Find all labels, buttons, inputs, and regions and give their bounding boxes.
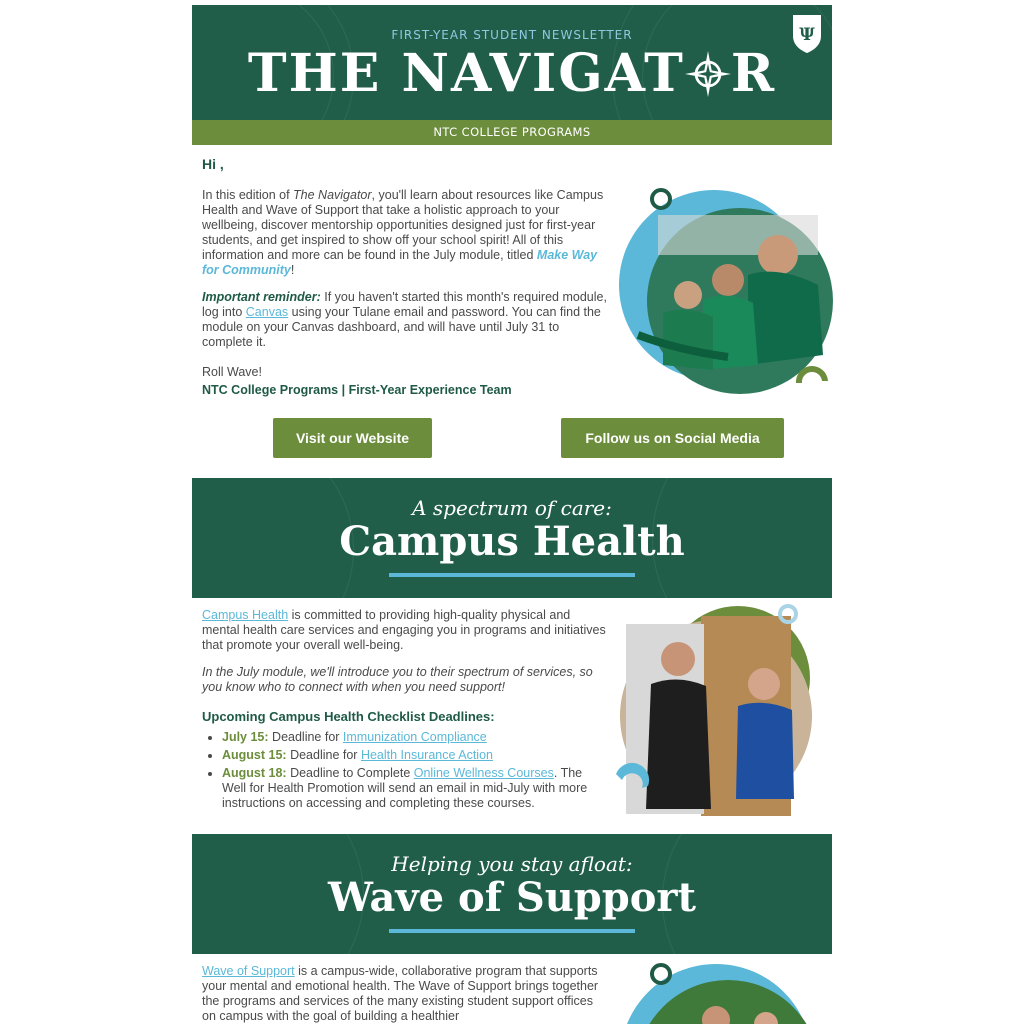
- wave-of-support-text: is a campus-wide, collaborative program that supports your mental and emotional health. The Wave of Support brings together the programs and services of the many existing student support offices on campus with the goal of building a healthier: [202, 964, 599, 1023]
- module-link[interactable]: Make Way for Community: [202, 248, 598, 277]
- signoff: Roll Wave!: [202, 365, 262, 379]
- masthead-title: [192, 43, 832, 104]
- reminder-paragraph: [202, 290, 607, 350]
- campus-health-section: [192, 598, 832, 834]
- newsletter-kicker: FIRST-YEAR STUDENT NEWSLETTER: [391, 28, 633, 42]
- wave-of-support-banner: [192, 834, 832, 954]
- deadline-note: . The Well for Health Promotion will send an email in mid-July with more instructions on accessing and completing these courses.: [222, 766, 588, 810]
- wave-of-support-paragraph: [202, 964, 607, 1024]
- masthead-banner: [192, 5, 832, 120]
- title-underline: [389, 929, 635, 933]
- health-consultation-photo: [616, 604, 832, 820]
- deadline-text: Deadline for: [268, 730, 343, 744]
- wave-of-support-kicker: Helping you stay afloat:: [391, 852, 633, 876]
- campus-health-link[interactable]: Campus Health: [202, 608, 289, 622]
- campus-health-kicker: A spectrum of care:: [412, 496, 612, 520]
- follow-social-media-button[interactable]: Follow us on Social Media: [561, 418, 784, 458]
- wave-of-support-photo: [616, 960, 832, 1024]
- campus-health-banner: [192, 478, 832, 598]
- intro-section: [192, 145, 832, 478]
- campus-health-paragraph: [202, 608, 607, 653]
- program-bar: NTC COLLEGE PROGRAMS: [192, 120, 832, 145]
- campus-health-text: is committed to providing high-quality physical and mental health care services and engaging you in programs and initiatives that promote your overall well-being.: [202, 608, 606, 652]
- masthead-title-left: THE NAVIGAT: [247, 43, 685, 104]
- deadline-item: [222, 748, 607, 763]
- deadlines-heading: Upcoming Campus Health Checklist Deadlines:: [202, 709, 495, 724]
- wave-of-support-link[interactable]: Wave of Support: [202, 964, 295, 978]
- deadline-text: Deadline for: [286, 748, 361, 762]
- online-wellness-courses-link[interactable]: Online Wellness Courses: [413, 766, 554, 780]
- wave-of-support-section: [192, 954, 832, 1024]
- svg-text:Ψ: Ψ: [799, 25, 815, 45]
- campus-health-title: Campus Health: [339, 518, 685, 565]
- intro-text-end: !: [290, 263, 295, 277]
- deadline-item: [222, 766, 607, 811]
- campus-health-intro-italic: In the July module, we'll introduce you to their spectrum of services, so you know who to connect with when you need support!: [202, 665, 593, 694]
- newsletter-name: The Navigator: [293, 188, 372, 202]
- deadlines-block: [202, 709, 607, 814]
- canvas-link[interactable]: Canvas: [245, 305, 289, 319]
- compass-icon: [685, 51, 731, 97]
- health-insurance-action-link[interactable]: Health Insurance Action: [360, 748, 493, 762]
- tulane-shield-icon: [792, 14, 822, 54]
- masthead-title-right: R: [730, 43, 777, 104]
- newsletter: [192, 5, 832, 1024]
- intro-text-a: In this edition of: [202, 188, 294, 202]
- deadline-item: [222, 730, 607, 745]
- deadline-date: August 15:: [222, 748, 287, 762]
- wave-of-support-title: Wave of Support: [328, 874, 696, 921]
- visit-website-button[interactable]: Visit our Website: [273, 418, 432, 458]
- students-cheering-photo: [618, 185, 834, 401]
- reminder-label: Important reminder:: [202, 290, 321, 304]
- signature: NTC College Programs | First-Year Experience Team: [202, 383, 512, 397]
- intro-text-b: , you'll learn about resources like Campus Health and Wave of Support that take a holistic approach to your wellbeing, discover mentorship opportunities designed just for first-year students, and get inspired to show off your school spirit! All of this information and more can be found in the July module, titled: [202, 188, 604, 262]
- deadline-date: August 18:: [222, 766, 287, 780]
- reminder-text-a: If you haven't started this month's required module, log into: [202, 290, 607, 319]
- deadlines-list: [202, 730, 607, 811]
- immunization-compliance-link[interactable]: Immunization Compliance: [342, 730, 487, 744]
- deadline-date: July 15:: [222, 730, 269, 744]
- intro-paragraph: [202, 188, 607, 278]
- deadline-text: Deadline to Complete: [286, 766, 414, 780]
- greeting: Hi ,: [202, 156, 224, 172]
- title-underline: [389, 573, 635, 577]
- reminder-text-b: using your Tulane email and password. You can find the module on your Canvas dashboard, and will have until July 31 to complete it.: [202, 305, 601, 349]
